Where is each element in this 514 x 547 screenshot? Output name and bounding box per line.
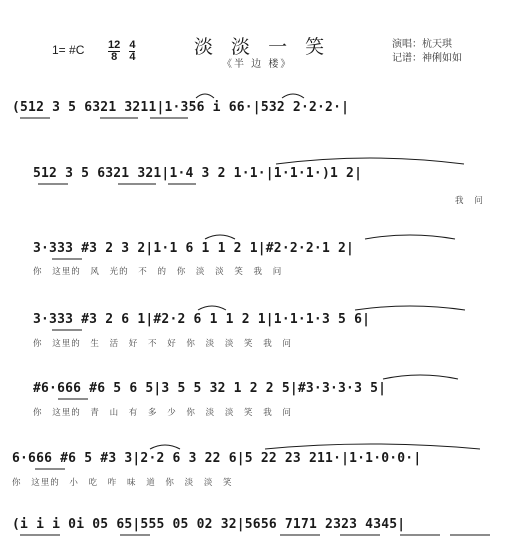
score-row-5-notes: #6·666 #6 5 6 5|3 5 5 32 1 2 2 5|#3·3·3·3 5| (33, 381, 387, 396)
score-row-4-notes: 3·333 #3 2 6 1|#2·2 6 1 1 2 1|1·1·1·3 5 6| (33, 312, 371, 327)
meter-simple: $\frac{4}{4}$ (129, 39, 136, 63)
singer-credit: 演唱：杭天琪 (392, 39, 452, 50)
score-row-1-notes: (512 3 5 6321 3211|1·356 i 66·|532 2·2·2·| (12, 100, 350, 115)
slur-arc (150, 445, 180, 449)
slur-arc (265, 444, 480, 449)
slur-arc (365, 235, 455, 239)
song-title: 淡 淡 一 笑 (194, 36, 331, 58)
score-row-6-lyrics: 你 这里的 小 吃 咋 味 道 你 淡 淡 笑 (12, 478, 233, 488)
slur-arc (198, 306, 226, 310)
meter-compound: $\frac{12}{8}$ (108, 39, 121, 63)
slur-arc (383, 375, 458, 379)
score-row-2-notes: 512 3 5 6321 321|1·4 3 2 1·1·|1·1·1·)1 2| (33, 166, 363, 181)
slur-arc (276, 158, 464, 164)
score-row-7-notes: (i i i 0i 05 65|555 05 02 32|5656 7171 2323 4345| (12, 517, 406, 532)
slur-arc (282, 94, 304, 98)
slur-arc (355, 306, 465, 310)
slur-arc (205, 235, 235, 239)
key-signature: 1= #C (52, 43, 85, 57)
song-subtitle: 《半 边 楼》 (222, 59, 293, 70)
slur-arc (196, 94, 214, 98)
score-row-2-lyrics: 我 问 (455, 196, 484, 206)
score-row-4-lyrics: 你 这里的 生 活 好 不 好 你 淡 淡 笑 我 问 (33, 339, 292, 349)
score-row-6-notes: 6·666 #6 5 #3 3|2·2 6 3 22 6|5 22 23 211·|1·1·0·0·| (12, 451, 422, 466)
score-row-3-notes: 3·333 #3 2 3 2|1·1 6 1 1 2 1|#2·2·2·1 2| (33, 241, 355, 256)
transcriber-credit: 记谱：神俐如如 (392, 53, 462, 64)
score-row-3-lyrics: 你 这里的 风 光的 不 的 你 淡 淡 笑 我 问 (33, 267, 283, 277)
score-row-5-lyrics: 你 这里的 青 山 有 多 少 你 淡 淡 笑 我 问 (33, 408, 292, 418)
